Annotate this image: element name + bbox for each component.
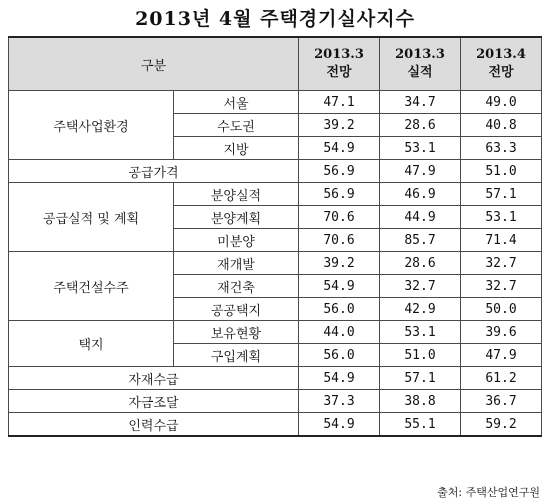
value-cell: 40.8 (461, 114, 542, 137)
source-note: 출처: 주택산업연구원 (437, 486, 540, 499)
table-row (9, 252, 542, 275)
header-col-3-date: 2013.4 (476, 47, 526, 62)
header-col-2-date: 2013.3 (395, 47, 445, 62)
value-cell: 51.0 (461, 160, 542, 183)
group-label: 공급가격 (9, 160, 299, 183)
value-cell: 56.9 (299, 183, 380, 206)
value-cell: 39.6 (461, 321, 542, 344)
header-col-2 (380, 37, 461, 91)
page-title: 2013년 4월 주택경기실사지수 (135, 8, 415, 30)
value-cell: 54.9 (299, 367, 380, 390)
value-cell: 56.9 (299, 160, 380, 183)
value-cell: 28.6 (380, 114, 461, 137)
table-row (9, 160, 542, 183)
table-row (9, 91, 542, 114)
value-cell: 56.0 (299, 298, 380, 321)
group-label: 인력수급 (9, 413, 299, 437)
header-row (9, 37, 542, 91)
header-col-1-date: 2013.3 (314, 47, 364, 62)
group-label: 주택사업환경 (9, 91, 174, 160)
value-cell: 46.9 (380, 183, 461, 206)
value-cell: 47.9 (461, 344, 542, 367)
group-label: 택지 (9, 321, 174, 367)
value-cell: 71.4 (461, 229, 542, 252)
table-row (9, 413, 542, 437)
header-col-2-type: 실적 (407, 65, 433, 80)
value-cell: 28.6 (380, 252, 461, 275)
sub-label: 공공택지 (174, 298, 299, 321)
value-cell: 54.9 (299, 137, 380, 160)
value-cell: 39.2 (299, 114, 380, 137)
value-cell: 53.1 (380, 321, 461, 344)
sub-label: 분양계획 (174, 206, 299, 229)
sub-label: 서울 (174, 91, 299, 114)
value-cell: 59.2 (461, 413, 542, 437)
sub-label: 재개발 (174, 252, 299, 275)
value-cell: 34.7 (380, 91, 461, 114)
value-cell: 55.1 (380, 413, 461, 437)
value-cell: 37.3 (299, 390, 380, 413)
value-cell: 70.6 (299, 206, 380, 229)
sub-label: 지방 (174, 137, 299, 160)
value-cell: 53.1 (461, 206, 542, 229)
value-cell: 49.0 (461, 91, 542, 114)
table-row (9, 390, 542, 413)
value-cell: 85.7 (380, 229, 461, 252)
value-cell: 57.1 (461, 183, 542, 206)
value-cell: 44.0 (299, 321, 380, 344)
value-cell: 32.7 (461, 252, 542, 275)
table-row (9, 183, 542, 206)
value-cell: 51.0 (380, 344, 461, 367)
value-cell: 53.1 (380, 137, 461, 160)
value-cell: 44.9 (380, 206, 461, 229)
table-row (9, 367, 542, 390)
sub-label: 미분양 (174, 229, 299, 252)
header-col-3-type: 전망 (488, 65, 514, 80)
value-cell: 42.9 (380, 298, 461, 321)
value-cell: 32.7 (380, 275, 461, 298)
value-cell: 61.2 (461, 367, 542, 390)
sub-label: 분양실적 (174, 183, 299, 206)
value-cell: 56.0 (299, 344, 380, 367)
value-cell: 32.7 (461, 275, 542, 298)
sub-label: 보유현황 (174, 321, 299, 344)
value-cell: 36.7 (461, 390, 542, 413)
value-cell: 63.3 (461, 137, 542, 160)
header-category: 구분 (9, 37, 299, 91)
header-col-1-type: 전망 (326, 65, 352, 80)
table-row (9, 321, 542, 344)
value-cell: 54.9 (299, 413, 380, 437)
value-cell: 54.9 (299, 275, 380, 298)
value-cell: 70.6 (299, 229, 380, 252)
group-label: 주택건설수주 (9, 252, 174, 321)
value-cell: 50.0 (461, 298, 542, 321)
group-label: 자금조달 (9, 390, 299, 413)
value-cell: 39.2 (299, 252, 380, 275)
header-col-1 (299, 37, 380, 91)
sub-label: 구입계획 (174, 344, 299, 367)
value-cell: 47.9 (380, 160, 461, 183)
group-label: 공급실적 및 계획 (9, 183, 174, 252)
group-label: 자재수급 (9, 367, 299, 390)
header-col-3 (461, 37, 542, 91)
value-cell: 47.1 (299, 91, 380, 114)
bsi-table (8, 36, 542, 437)
value-cell: 57.1 (380, 367, 461, 390)
value-cell: 38.8 (380, 390, 461, 413)
sub-label: 재건축 (174, 275, 299, 298)
sub-label: 수도권 (174, 114, 299, 137)
